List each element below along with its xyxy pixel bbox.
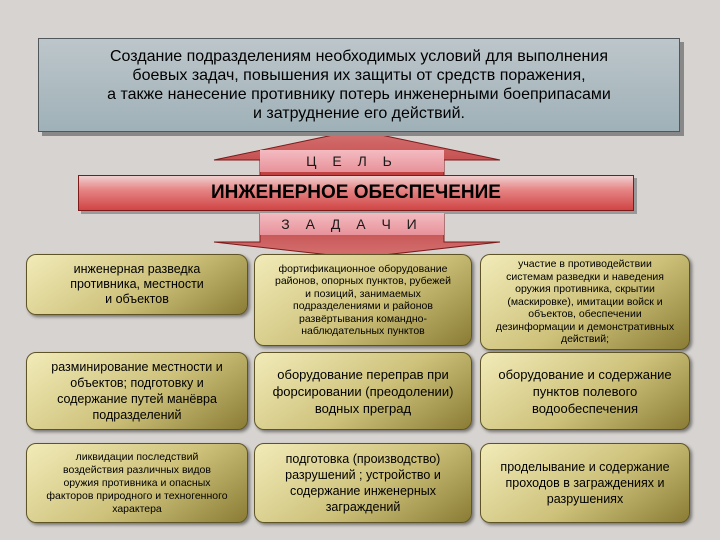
goal-label: Ц Е Л Ь [260, 150, 444, 172]
tasks-label: З А Д А Ч И [260, 213, 444, 235]
task-engineering-reconnaissance: инженерная разведка противника, местности и объектов [26, 254, 248, 315]
task-destruction-and-barriers: подготовка (производство) разрушений ; устройство и содержание инженерных заграждений [254, 443, 472, 523]
task-counter-reconnaissance: участие в противодействии системам разведки и наведения оружия противника, скрытии (маскировке), имитации войск и объектов, обеспечении дезинформации и демонстративных действий; [480, 254, 690, 350]
goal-description: Создание подразделениям необходимых условий для выполнения боевых задач, повышения их защиты от средств поражения, а также нанесение противнику потерь инженерными боеприпасами и затруднение его действий. [38, 38, 680, 132]
task-consequences-liquidation: ликвидации последствий воздействия различных видов оружия противника и опасных факторов природного и техногенного характера [26, 443, 248, 523]
task-crossing-equipment: оборудование переправ при форсировании (преодолении) водных преград [254, 352, 472, 430]
task-fortification-equipment: фортификационное оборудование районов, опорных пунктов, рубежей и позиций, занимаемых подразделениями и районов развёртывания командно- наблюдательных пунктов [254, 254, 472, 346]
task-water-supply: оборудование и содержание пунктов полевого водообеспечения [480, 352, 690, 430]
task-demining: разминирование местности и объектов; подготовку и содержание путей манёвра подразделений [26, 352, 248, 430]
task-passages-in-barriers: проделывание и содержание проходов в заграждениях и разрушениях [480, 443, 690, 523]
engineering-support-title: ИНЖЕНЕРНОЕ ОБЕСПЕЧЕНИЕ [78, 175, 634, 211]
